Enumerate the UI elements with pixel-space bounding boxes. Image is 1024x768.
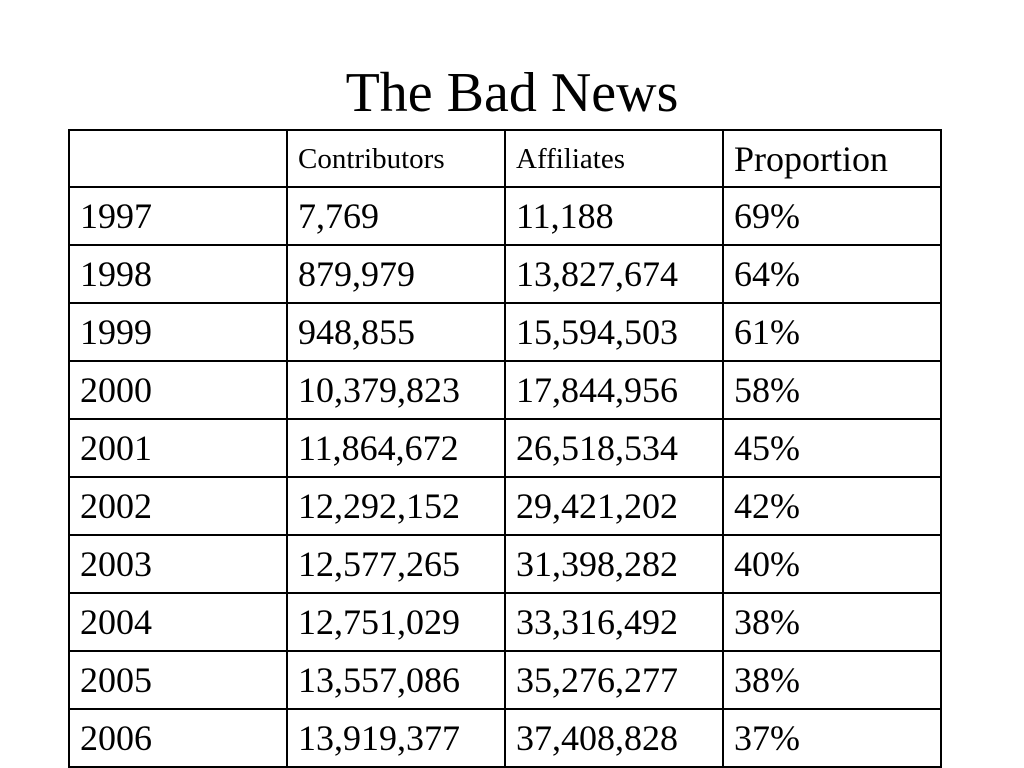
table-row [69, 593, 941, 651]
cell-year: 2006 [69, 709, 287, 767]
cell-affiliates: 13,827,674 [505, 245, 723, 303]
cell-year: 2002 [69, 477, 287, 535]
table-row [69, 477, 941, 535]
table-row [69, 187, 941, 245]
cell-proportion: 64% [723, 245, 941, 303]
cell-contributors: 12,751,029 [287, 593, 505, 651]
cell-affiliates: 37,408,828 [505, 709, 723, 767]
table-row [69, 651, 941, 709]
table-row [69, 361, 941, 419]
cell-year: 1998 [69, 245, 287, 303]
slide-title: The Bad News [345, 62, 679, 124]
cell-year: 2001 [69, 419, 287, 477]
cell-affiliates: 15,594,503 [505, 303, 723, 361]
cell-proportion: 42% [723, 477, 941, 535]
cell-contributors: 12,577,265 [287, 535, 505, 593]
table-header-row [69, 130, 941, 187]
table-row [69, 535, 941, 593]
table-row [69, 709, 941, 767]
cell-proportion: 61% [723, 303, 941, 361]
cell-contributors: 11,864,672 [287, 419, 505, 477]
cell-affiliates: 33,316,492 [505, 593, 723, 651]
table-row [69, 419, 941, 477]
cell-affiliates: 29,421,202 [505, 477, 723, 535]
cell-affiliates: 31,398,282 [505, 535, 723, 593]
cell-contributors: 13,919,377 [287, 709, 505, 767]
cell-contributors: 12,292,152 [287, 477, 505, 535]
cell-affiliates: 26,518,534 [505, 419, 723, 477]
table-row [69, 245, 941, 303]
cell-contributors: 10,379,823 [287, 361, 505, 419]
data-table [68, 129, 942, 768]
cell-affiliates: 35,276,277 [505, 651, 723, 709]
cell-affiliates: 17,844,956 [505, 361, 723, 419]
cell-year: 1997 [69, 187, 287, 245]
cell-year: 1999 [69, 303, 287, 361]
cell-proportion: 40% [723, 535, 941, 593]
cell-affiliates: 11,188 [505, 187, 723, 245]
cell-proportion: 38% [723, 593, 941, 651]
header-cell-proportion: Proportion [723, 130, 941, 187]
cell-year: 2000 [69, 361, 287, 419]
header-cell-contributors: Contributors [287, 130, 505, 187]
cell-year: 2005 [69, 651, 287, 709]
header-cell-affiliates: Affiliates [505, 130, 723, 187]
cell-contributors: 7,769 [287, 187, 505, 245]
cell-proportion: 58% [723, 361, 941, 419]
cell-proportion: 45% [723, 419, 941, 477]
header-cell-year [69, 130, 287, 187]
cell-year: 2003 [69, 535, 287, 593]
cell-proportion: 69% [723, 187, 941, 245]
cell-contributors: 13,557,086 [287, 651, 505, 709]
cell-contributors: 948,855 [287, 303, 505, 361]
cell-proportion: 38% [723, 651, 941, 709]
cell-contributors: 879,979 [287, 245, 505, 303]
cell-year: 2004 [69, 593, 287, 651]
cell-proportion: 37% [723, 709, 941, 767]
table-row [69, 303, 941, 361]
